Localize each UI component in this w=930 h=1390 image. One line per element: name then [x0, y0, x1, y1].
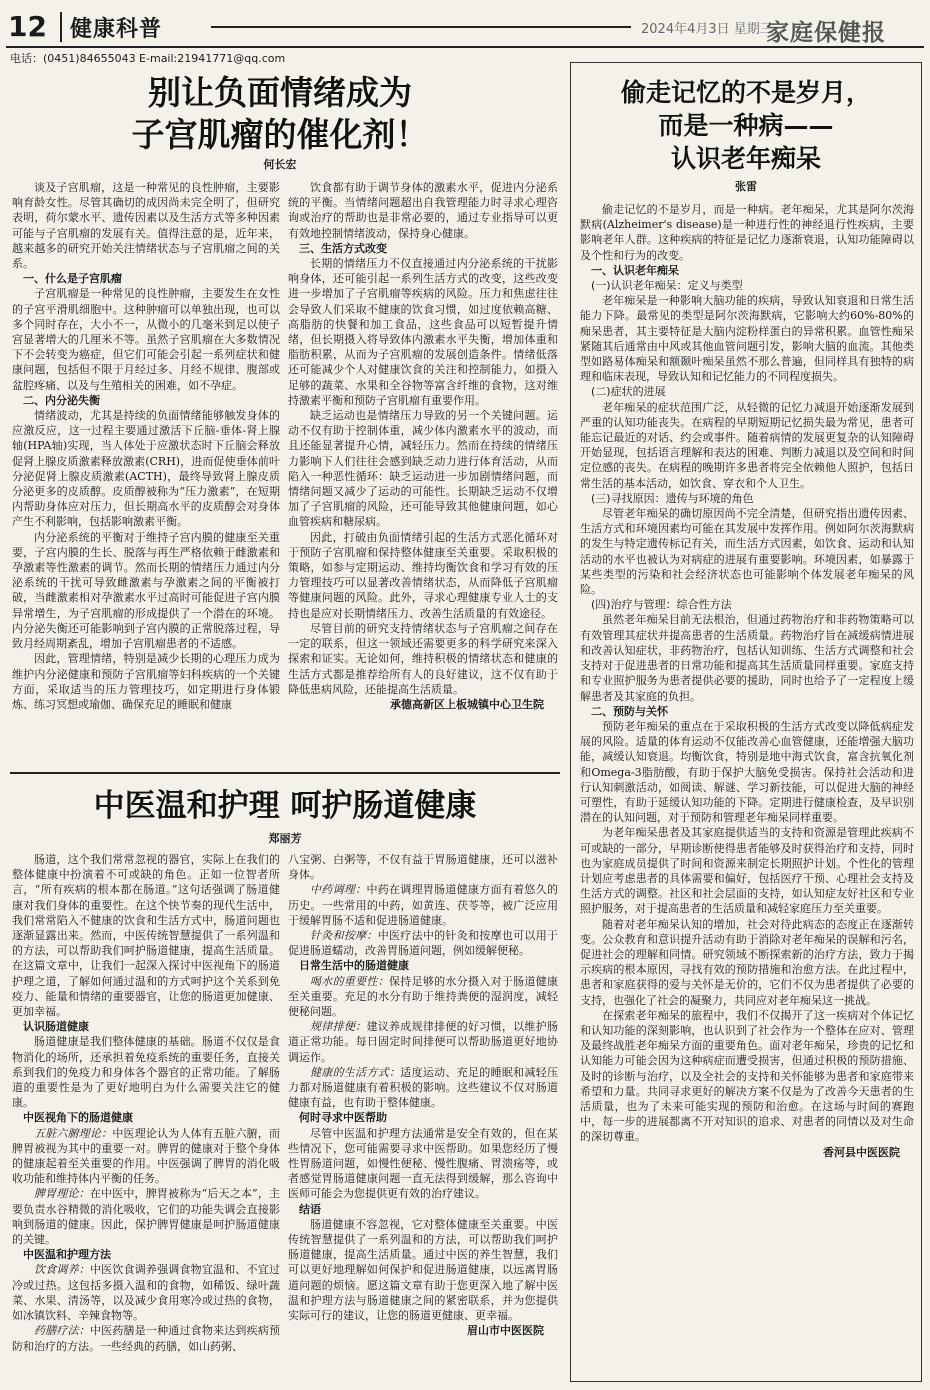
- article3-subsection: (四)治疗与管理：综合性方法: [591, 598, 732, 612]
- article1-headline: [80, 72, 480, 156]
- issue-date: 2024年4月3日 星期三: [641, 22, 773, 37]
- article3-column: [580, 202, 914, 1374]
- article1-paragraph: 情绪波动，尤其是持续的负面情绪能够触发身体的应激反应，这一过程主要通过激活下丘脑-垂体-肾上腺轴(HPA轴)实现，当人体处于应激状态时下丘脑会释放促肾上腺皮质激素释放激素(CRH)，进而促使垂体前叶分泌促肾上腺皮质激素(ACTH)，最终导致肾上腺皮质分泌更多的皮质醇。皮质醇被称为“压力激素”，在短期内帮助身体应对压力，但长期高水平的皮质醇会对身体产生不利影响，包括影响激素平衡。: [12, 409, 280, 529]
- article3-title-line2: 而是一种病——: [658, 111, 834, 140]
- article3-subsection: (一)认识老年痴呆：定义与类型: [591, 279, 743, 293]
- article3-paragraph: 老年痴呆是一种影响大脑功能的疾病，导致认知衰退和日常生活能力下降。最常见的类型是阿尔茨海默病，它影响大约60%-80%的痴呆患者，其主要特征是大脑内淀粉样蛋白的异常积累。血管性痴呆紧随其后通常由中风或其他血管问题引发，影响大脑的血流。其他类型如路易体痴呆和额颞叶痴呆虽然不那么普遍，但同样具有独特的病理和临床表现，导致认知和记忆能力的不同程度损失。: [580, 294, 914, 384]
- article3-paragraph: 在探索老年痴呆的旅程中，我们不仅揭开了这一疾病对个体记忆和认知功能的深刻影响，也认识到了社会作为一个整体在应对、管理及最终战胜老年痴呆方面的重要角色。面对老年痴呆，珍贵的记忆和认知能力可能会因为这种病症而遭受损害，但通过积极的预防措施、及时的诊断与治疗，以及全社会的支持和关怀能够为患者和家庭带来希望和力量。共同寻求更好的解决方案不仅是为了改善今天患者的生活质量，也为了未来可能实现的预防和治愈。在这场与时间的赛跑中，每一步的进展都离不开对知识的追求、对患者的同情以及对生命的深切尊重。: [580, 1008, 914, 1144]
- article3-author: 张雷: [735, 180, 757, 193]
- article3-source: 香河县中医医院: [823, 1145, 900, 1159]
- article2-subheading: 何时寻求中医帮助: [299, 1111, 387, 1125]
- article3-headline: [580, 76, 912, 175]
- article1-subheading: 二、内分泌失衡: [23, 393, 100, 407]
- article2-paragraph: 八宝粥、白粥等，不仅有益于胃肠道健康，还可以滋补身体。: [288, 853, 558, 882]
- article3-subsection: (二)症状的进展: [591, 385, 666, 399]
- article2-paragraph: 尽管中医温和护理方法通常是安全有效的，但在某些情况下，您可能需要寻求中医帮助。如果您经历了慢性胃肠道问题，如慢性便秘、慢性腹痛、胃溃疡等，或者感觉胃肠道健康问题一直无法得到缓解，那么咨询中医师可能会为您提供更有效的治疗建议。: [288, 1126, 558, 1201]
- article2-paragraph: [12, 1262, 280, 1323]
- article3-paragraph: 虽然老年痴呆目前无法根治，但通过药物治疗和非药物策略可以有效管理其症状并提高患者的生活质量。药物治疗旨在减缓病情进展和改善认知症状，非药物治疗，包括认知训练、生活方式调整和社会支持对于促进患者的日常功能和提高其生活质量同样重要。家庭支持和专业照护服务为患者提供必要的援助，同时也给予了一定程度上缓解患者及其家庭的负担。: [580, 613, 914, 703]
- article3-paragraph: 预防老年痴呆的重点在于采取积极的生活方式改变以降低病症发展的风险。适量的体育运动不仅能改善心血管健康，还能增强大脑功能，减缓认知衰退。均衡饮食，特别是地中海式饮食，富含抗氧化剂和Omega-3脂肪酸，有助于保护大脑免受损害。保持社会活动和进行认知刺激活动，如阅读、解谜、学习新技能，可以促进大脑的神经可塑性，有助于延缓认知功能的下降。定期进行健康检查，及早识别潜在的认知问题，对于预防和管理老年痴呆同样重要。: [580, 719, 914, 825]
- article1-subheading: 三、生活方式改变: [299, 241, 387, 255]
- article2-keyword: 规律排便：: [310, 1020, 367, 1034]
- article2-text: 中医理论认为人体有五脏六腑，而脾胃被视为其中的重要一对。脾胃的健康对于整个身体的健康起着至关重要的作用。中医强调了脾胃的消化吸收功能和维持体内平衡的任务。: [12, 1126, 280, 1186]
- paper-name: 家庭保健报: [766, 19, 886, 46]
- article2-paragraph: 肠道健康不容忽视，它对整体健康至关重要。中医传统智慧提供了一系列温和的方法，可以帮助我们呵护肠道健康，提高生活质量。通过中医的养生智慧，我们可以更好地理解如何保护和促进肠道健康，以远离胃肠道问题的烦恼。愿这篇文章有助于您更深入地了解中医温和护理方法与肠道健康之间的紧密联系，并为您提供实际可行的建议，让您的肠道更健康、更幸福。: [288, 1217, 558, 1323]
- article3-paragraph: 尽管老年痴呆的确切原因尚不完全清楚，但研究指出遗传因素、生活方式和环境因素均可能在其发展中发挥作用。例如阿尔茨海默病的发生与特定遗传标记有关，而生活方式因素，如饮食、运动和认知活动的水平也被认为对病症的进展有重要影响。环境因素，如暴露于某些类型的污染和社会经济状态也可能影响个体发展老年痴呆的风险。: [580, 507, 914, 597]
- article1-paragraph: 缺乏运动也是情绪压力导致的另一个关键问题。运动不仅有助于控制体重，减少体内激素水平的波动，而且还能显著提升心情，减轻压力。然而在持续的情绪压力影响下人们往往会感到缺乏动力进行体育活动，从而陷入一种恶性循环：缺乏运动进一步加剧情绪问题，而情绪问题又减少了运动的可能性。长期缺乏运动不仅增加了子宫肌瘤的风险，还可能导致其他健康问题，如心血管疾病和糖尿病。: [288, 409, 558, 529]
- article2-subheading: 日常生活中的肠道健康: [299, 959, 409, 973]
- article2-keyword: 药膳疗法：: [34, 1324, 90, 1338]
- article3-subheading: 一、认识老年痴呆: [591, 263, 679, 277]
- masthead-rule: [211, 26, 631, 28]
- article2-text: 适度运动、充足的睡眠和减轻压力都对肠道健康有着积极的影响。这些建议不仅对肠道健康有益，也有助于整体健康。: [288, 1065, 558, 1110]
- article2-paragraph: [288, 1019, 558, 1065]
- article2-paragraph: [288, 928, 558, 958]
- article2-headline: 中医温和护理 呵护肠道健康: [93, 788, 477, 824]
- article2-text: 中医药膳是一种通过食物来达到疾病预防和治疗的方法。一些经典的药膳，如山药粥、: [12, 1324, 280, 1353]
- article1-paragraph: 尽管目前的研究支持情绪状态与子宫肌瘤之间存在一定的联系，但这一领域还需要更多的科学研究来深入探索和证实。无论如何，维持积极的情绪状态和健康的生活方式都是推荐给所有人的良好建议，这不仅有助于降低患病风险，还能提高生活质量。: [288, 621, 558, 696]
- article2-text: 中药在调理胃肠道健康方面有着悠久的历史。一些常用的中药，如黄连、茯苓等，被广泛应用于缓解胃肠不适和促进肠道健康。: [288, 883, 558, 927]
- article1-column2: [288, 180, 558, 758]
- article2-text: 保持足够的水分摄入对于肠道健康至关重要。充足的水分有助于维持粪便的湿润度，减轻便秘问题。: [288, 974, 558, 1019]
- article2-subheading: 结语: [299, 1202, 321, 1216]
- article2-paragraph: [288, 882, 558, 928]
- article1-paragraph: 长期的情绪压力不仅直接通过内分泌系统的干扰影响身体，还可能引起一系列生活方式的改变，这些改变进一步增加了子宫肌瘤等疾病的风险。压力和焦虑往往会导致人们采取不健康的饮食习惯，如过度依赖高糖、高脂肪的快餐和加工食品，这些食品可以短暂提升情绪，但长期摄入将导致体内激素水平失衡，增加体重和脂肪积累，从而为子宫肌瘤的发展创造条件。情绪低落还可能减少个人对健康饮食的关注和控制能力，如摄入足够的蔬菜、水果和全谷物等富含纤维的食物，这对维持激素平衡和预防子宫肌瘤有重要作用。: [288, 257, 558, 407]
- article1-paragraph: 子宫肌瘤是一种常见的良性肿瘤，主要发生在女性的子宫平滑肌细胞中。这种肿瘤可以单独出现，也可以多个同时存在，大小不一，从微小的几毫米到足以使子宫显著增大的几厘米不等。虽然子宫肌瘤在大多数情况下不会转变为癌症，但它们可能会引起一系列症状和健康问题，包括但不限于月经过多、月经不规律、腹部或盆腔疼痛、以及与生殖相关的困难，如不孕症。: [12, 287, 280, 392]
- article2-paragraph: [12, 1126, 280, 1187]
- article1-title-line1: 别让负面情绪成为: [148, 73, 412, 112]
- article2-text: 中医疗法中的针灸和按摩也可以用于促进肠道蠕动，改善胃肠道问题，例如缓解便秘。: [288, 929, 558, 958]
- article2-paragraph: [288, 974, 558, 1020]
- article2-keyword: 健康的生活方式：: [310, 1065, 401, 1079]
- article3-subheading: 二、预防与关怀: [591, 704, 668, 718]
- article2-keyword: 脾胃理论：: [34, 1187, 90, 1201]
- article2-keyword: 饮食调养：: [34, 1263, 90, 1277]
- article2-keyword: 五脏六腑理论：: [34, 1126, 113, 1140]
- article2-column2: [288, 852, 558, 1382]
- article3-paragraph: 偷走记忆的不是岁月，而是一种病。老年痴呆，尤其是阿尔茨海默病(Alzheimer's disease)是一种进行性的神经退行性疾病，主要影响老年人群。这种疾病的特征是记忆力逐渐衰退，认知功能障碍以及个性和行为的改变。: [580, 203, 914, 262]
- article1-source: 承德高新区上板城镇中心卫生院: [390, 697, 544, 711]
- article2-subheading: 中医温和护理方法: [23, 1248, 111, 1262]
- article2-text: 中医饮食调养强调食物宜温和、不宜过冷或过热。这包括多摄入温和的食物，如稀饭、绿叶蔬菜、水果、清汤等，以及减少食用寒冷或过热的食物，如冰镇饮料、辛辣食物等。: [12, 1263, 280, 1323]
- article3-title-line1: 偷走记忆的不是岁月，: [620, 78, 871, 107]
- article1-paragraph: 因此，管理情绪，特别是减少长期的心理压力成为维护内分泌健康和预防子宫肌瘤等妇科疾病的一个关键方面，采取适当的压力管理技巧，如定期进行身体锻炼、练习冥想或瑜伽、确保充足的睡眠和健康: [12, 652, 280, 711]
- article2-author: 郑丽芳: [268, 832, 302, 845]
- article-separator: [10, 772, 560, 774]
- masthead: [6, 4, 924, 48]
- article2-subheading: 认识肠道健康: [23, 1020, 89, 1034]
- article1-paragraph: 内分泌系统的平衡对于维持子宫内膜的健康至关重要，子宫内膜的生长、脱落与再生严格依赖于雌激素和孕激素等性激素的调节。然而长期的情绪压力通过内分泌系统的干扰可导致雌激素与孕激素之间的平衡被打破，当雌激素相对孕激素水平过高时可能促进子宫内膜异常增生，为子宫肌瘤的形成提供了一个潜在的环境。内分泌失衡还可能影响到子宫内膜的正常脱落过程，导致月经周期紊乱，增加子宫肌瘤患者的不适感。: [12, 530, 280, 651]
- article2-paragraph: 肠道健康是我们整体健康的基础。肠道不仅仅是食物消化的场所，还承担着免疫系统的重要任务，直接关系到我们的免疫力和身体各个器官的正常功能。了解肠道的重要性是为了更好地明白为什么需要关注它的健康。: [12, 1035, 280, 1110]
- article2-paragraph: [12, 1186, 280, 1247]
- article3-paragraph: 老年痴呆的症状范围广泛，从轻微的记忆力减退开始逐渐发展到严重的认知功能丧失。在病程的早期短期记忆损失最为常见，患者可能忘记最近的对话、约会或事件。随着病情的发展更复杂的认知障碍开始显现，包括语言理解和表达的困难、判断力减退以及空间和时间定位感的丧失。在病程的晚期许多患者将完全依赖他人照护，包括日常生活的基本活动，如饮食、穿衣和个人卫生。: [580, 400, 914, 490]
- article3-subsection: (三)寻找原因：遗传与环境的角色: [591, 491, 754, 505]
- masthead-divider: [60, 12, 62, 42]
- article1-title-line2: 子宫肌瘤的催化剂！: [131, 115, 429, 154]
- article3-title-line3: 认识老年痴呆: [670, 144, 821, 173]
- article2-text: 建议养成规律排便的好习惯，以维护肠道正常功能。每日固定时间排便可以帮助肠道更好地协调运作。: [288, 1020, 558, 1064]
- article2-source: 眉山市中医医院: [467, 1324, 544, 1338]
- article1-author: 何长宏: [263, 158, 297, 171]
- article1-paragraph: 谈及子宫肌瘤，这是一种常见的良性肿瘤，主要影响育龄女性。尽管其确切的成因尚未完全明了，但研究表明，荷尔蒙水平、遗传因素以及生活方式等多种因素可能与子宫肌瘤的发展有关。值得注意的是，近年来，越来越多的研究开始关注情绪状态与子宫肌瘤之间的关系。: [12, 181, 280, 271]
- article1-column1: [12, 180, 280, 758]
- article1-paragraph: 因此，打破由负面情绪引起的生活方式恶化循环对于预防子宫肌瘤和保持整体健康至关重要。采取积极的策略，如参与定期运动、维持均衡饮食和学习有效的压力管理技巧可以显著改善情绪状态，从而降低子宫肌瘤等健康问题的风险。此外，寻求心理健康专业人士的支持也是应对长期情绪压力、改善生活质量的有效途径。: [288, 530, 558, 620]
- article1-subheading: 一、什么是子宫肌瘤: [23, 272, 122, 286]
- page-number: 12: [8, 10, 47, 43]
- contact-line: 电话：(0451)84655043 E-mail:21941771@qq.com: [10, 52, 286, 65]
- article1-paragraph: 饮食都有助于调节身体的激素水平，促进内分泌系统的平衡。当情绪问题超出自我管理能力时寻求心理咨询或治疗的帮助也是非常必要的，通过专业指导可以更有效地控制情绪波动，保持身心健康。: [288, 181, 558, 240]
- article3-paragraph: 随着对老年痴呆认知的增加，社会对待此病态的态度正在逐渐转变。公众教育和意识提升活动有助于消除对老年痴呆的误解和污名，促进社会的理解和同情。研究领域不断探索新的治疗方法，致力于揭示疾病的根本原因，寻找有效的预防措施和治愈方法。在此过程中，患者和家庭获得的爱与关怀是无价的，它们不仅为患者提供了必要的支持，也强化了社会的凝聚力，共同应对老年痴呆这一挑战。: [580, 917, 914, 1007]
- section-name: 健康科普: [70, 16, 163, 42]
- article2-subheading: 中医视角下的肠道健康: [23, 1111, 133, 1125]
- article2-text: 在中医中，脾胃被称为“后天之本”，主要负责水谷精微的消化吸收，它们的功能失调会直接影响到肠道的健康。因此，保护脾胃健康是呵护肠道健康的关键。: [12, 1187, 280, 1247]
- article2-paragraph: [12, 1323, 280, 1353]
- article2-keyword: 针灸和按摩：: [310, 929, 378, 943]
- article2-paragraph: [288, 1065, 558, 1111]
- article3-paragraph: 为老年痴呆患者及其家庭提供适当的支持和资源是管理此疾病不可或缺的一部分，早期诊断使得患者能够及时获得治疗和支持，同时也为家庭成员提供了时间和资源来制定长期照护计划。个性化的管理计划应考虑患者的具体需要和偏好，包括医疗干预、心理社会支持及生活方式的调整。社区和社会层面的支持，如认知症友好社区和专业照护服务，对于提高患者的生活质量和减轻家庭压力至关重要。: [580, 826, 914, 916]
- article2-keyword: 中药调理：: [310, 883, 367, 897]
- article2-column1: [12, 852, 280, 1382]
- article2-keyword: 喝水的重要性：: [310, 974, 389, 988]
- article2-paragraph: 肠道，这个我们常常忽视的器官，实际上在我们的整体健康中扮演着不可或缺的角色。正如一位智者所言，“所有疾病的根本都在肠道。”这句话强调了肠道健康对我们身体的重要性。在这个快节奏的现代生活中，我们常常陷入不健康的饮食和生活方式中，肠道问题也逐渐显露出来。然而，中医传统智慧提供了一系列温和的方法，可以帮助我们呵护肠道健康，提高生活质量。在这篇文章中，让我们一起深入探讨中医视角下的肠道护理之道，了解如何通过温和的方式呵护这个关系到免疫力、能量和情绪的重要器官，让您的肠道更加健康、更加幸福。: [12, 853, 280, 1019]
